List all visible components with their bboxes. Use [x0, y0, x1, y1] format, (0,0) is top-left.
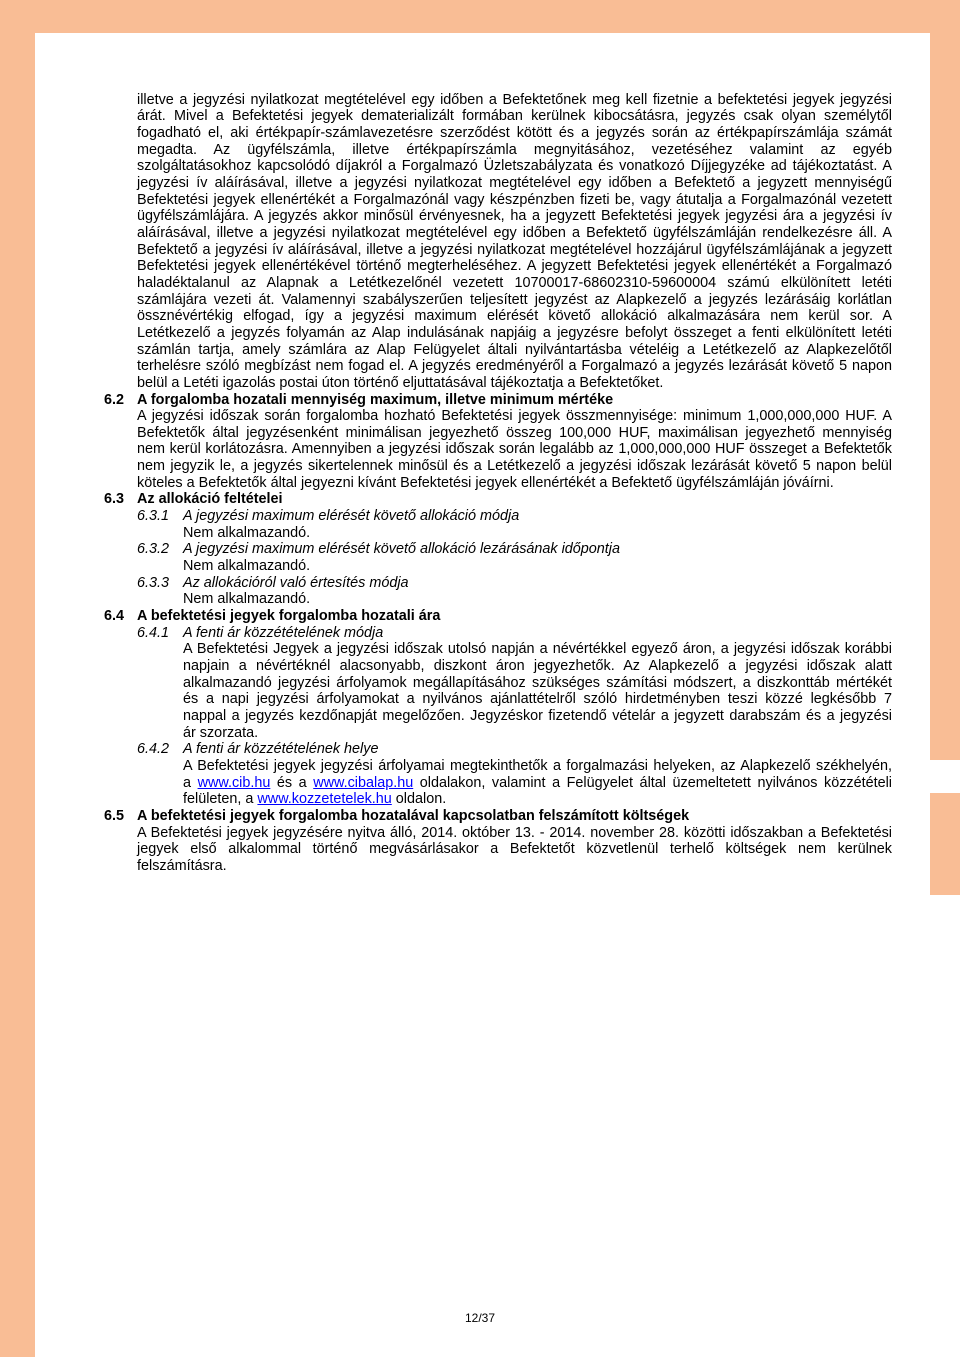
subsection-number: 6.3.2 [137, 541, 170, 558]
subsection-title: A jegyzési maximum elérését követő allokáció lezárásának időpontja [183, 541, 621, 558]
section-heading [0, 491, 960, 508]
paragraph-line: belül a Letéti igazolás postai úton történő eljuttatásával tájékoztatja a Befektetőket. [137, 374, 664, 391]
section-title: A befektetési jegyek forgalomba hozatalával kapcsolatban felszámított költségek [137, 807, 690, 824]
section-6-2 [0, 392, 960, 492]
line-text: oldalon. [391, 791, 447, 808]
line-text: a [183, 774, 198, 791]
paragraph-line: A jegyzési időszak során forgalomba hozható Befektetési jegyek összmennyisége: minimum 1,000,000,000 HUF. A [137, 408, 892, 425]
paragraph-line: köteles a Befektetők által jegyezni kívánt Befektetési jegyek ellenértékét a Befektető ügyfélszámláján jóváírni. [137, 474, 834, 491]
paragraph-line: A Befektetési Jegyek a jegyzési időszak utolsó napján a névértékkel egyező áron, a jegyzési időszak korábbi [183, 641, 892, 658]
paragraph-line: napjain a névértéknél alacsonyabb, diszkont áron jegyezhetők. Az Alapkezelő a jegyzési időszak alatt [183, 658, 892, 674]
section-6-5 [0, 808, 960, 875]
subsection-number: 6.4.1 [137, 624, 170, 641]
section-number: 6.5 [104, 807, 125, 824]
subsection-number: 6.3.3 [137, 574, 170, 591]
paragraph-line: fogadható el, aki értékpapír-számlavezetésre szerződést kötött és a jegyzés során az értékpapírszámlája számát [137, 125, 892, 141]
paragraph-line: számlájára vezeti át. Valamennyi szabályszerűen teljesített jegyzést az Alapkezelő a jegyzés lezárásáig korlátlan [137, 291, 892, 308]
line-text: oldalakon, valamint a Felügyelet által üzemeltetett nyilvános közzétételi [413, 774, 892, 791]
paragraph-line: aláírásával, illetve a jegyzési nyilatkozat megtételével egy időben a Befektető ügyfélszámláján rendelkezésre áll. A [137, 224, 892, 241]
paragraph-line: össznévértékig elfogad, így a jegyzési maximum elérését követő allokáció alkalmazására nem kerül sor. A [137, 308, 892, 325]
section-number: 6.2 [104, 391, 125, 408]
paragraph-line: megadta. Az ügyfélszámla, illetve értékpapírszámla megnyitásához, vezetéséhez valamint az egyéb [137, 141, 892, 158]
section-title: A forgalomba hozatali mennyiség maximum, illetve minimum mértéke [137, 391, 614, 408]
section-title: A befektetési jegyek forgalomba hozatali ára [137, 608, 441, 625]
subsection-number: 6.3.1 [137, 508, 170, 525]
subsection-number: 6.4.2 [137, 741, 170, 758]
paragraph-line: alkalmazandó jegyzési árfolyamok megállapításához szükséges számítási módszert, a diszkonttáb mértékét [183, 674, 892, 691]
link-cibalap[interactable]: www.cibalap.hu [313, 774, 414, 791]
paragraph-line: A Befektetési jegyek jegyzési árfolyamai megtekinthetők a forgalmazási helyeken, az Alapkezelő székhelyén, [183, 757, 892, 774]
paragraph-line [183, 791, 892, 808]
subsection-heading [0, 508, 960, 525]
subsection-title: Az allokációról való értesítés módja [183, 574, 409, 591]
page-border-top [0, 0, 960, 33]
paragraph-line: árát. Mivel a Befektetési jegyek dematerializált formában kerülnek kibocsátásra, jegyzés csak olyan személytől [137, 108, 892, 125]
paragraph-line: Befektetési jegyek ellenértékét a Forgalmazónál vagy készpénzben fizeti be, vagy átutalja a Forgalmazónál vezetett [137, 191, 892, 208]
paragraph-line: nappal a jegyzés kezdőnapját megelőzően. Jegyzéskor fizetendő vételár a jegyzett darabszám és a jegyzési [183, 707, 892, 724]
paragraph-line: számlán tartja, amely számlára az Alap Felügyelet általi nyilvántartásba vételéig a Letétkezelő az Alapkezelőtől [137, 341, 892, 358]
paragraph-line: nem kerül korlátozásra. Amennyiben a jegyzési időszak során legalább az 1,000,000,000 HUF összeget a Befektetők [137, 441, 892, 458]
paragraph-line: A Befektetési jegyek jegyzésére nyitva álló, 2014. október 13. - 2014. november 28. közötti időszakban a Befektetési [137, 824, 892, 841]
section-heading [0, 392, 960, 409]
subsection-title: A fenti ár közzétételének módja [183, 624, 384, 641]
paragraph-line: ügyfélszámlájára. A jegyzés akkor minősül érvényesnek, ha a jegyzett Befektetési jegyek jegyzési ára a jegyzési ív [137, 208, 892, 225]
line-text: felületen, a [183, 791, 258, 808]
subsection-text: Nem alkalmazandó. [183, 524, 311, 541]
line-text: és a [270, 774, 314, 791]
paragraph-line: Letétkezelő a jegyzés folyamán az Alap indulásának napjáig a jegyzésre befolyt összeget a fenti elkülönített letéti [137, 324, 892, 341]
subsection-heading [0, 741, 960, 758]
section-6-4 [0, 608, 960, 808]
paragraph-line: és a napi jegyzési árfolyamokat a nyilvános ajánlattételről szóló hirdetményben teszi közzé legkésőbb 7 [183, 691, 892, 708]
paragraph-line: ár szorzata. [183, 724, 259, 741]
paragraph-line: terhelésre szóló megbízást nem fogad el. A jegyzés eredményéről a Forgalmazó a jegyzés lezárását követő 5 napon [137, 358, 892, 375]
link-kozzetetelek[interactable]: www.kozzetetelek.hu [257, 791, 392, 808]
subsection-title: A fenti ár közzétételének helye [183, 741, 379, 758]
paragraph-line: szolgáltatásokhoz kapcsolódó díjakról a Forgalmazó Üzletszabályzata és vonatkozó Díjjegyzéke ad tájékoztatást. A [137, 158, 892, 175]
subsection-heading [0, 575, 960, 592]
subsection-heading [0, 625, 960, 642]
section-heading [0, 608, 960, 625]
subsection-heading [0, 541, 960, 558]
paragraph-line: felszámításra. [137, 857, 227, 874]
subsection-text: Nem alkalmazandó. [183, 591, 311, 608]
document-body [0, 92, 960, 875]
paragraph-line: Befektetők által jegyzésenként minimálisan jegyezhető összeg 100,000 HUF, maximálisan jegyezhető mennyiség [137, 424, 892, 441]
section-title: Az allokáció feltételei [137, 491, 283, 508]
section-number: 6.4 [104, 608, 125, 625]
paragraph-line: jegyek első alkalommal történő megvásárlásakor a Befektetőt közvetlenül terhelő költségek nem kerülnek [137, 841, 892, 858]
section-heading [0, 808, 960, 825]
section-number: 6.3 [104, 491, 125, 508]
intro-paragraph [0, 92, 960, 392]
paragraph-line: Befektetési jegyek ellenértékével történő megterheléséhez. A jegyzett Befektetési jegyek ellenértékét a Forgalmazó [137, 258, 892, 275]
subsection-text: Nem alkalmazandó. [183, 558, 311, 575]
paragraph-line: haladéktalanul az Alapnak a Letétkezelőnél vezetett 10700017-68602310-59600004 számú elkülönített letéti [137, 274, 892, 291]
page-number: 12/37 [464, 1311, 496, 1325]
paragraph-line: illetve a jegyzési nyilatkozat megtételével egy időben a Befektetőnek meg kell fizetnie a befektetési jegyek jegyzési [137, 91, 892, 108]
section-6-3 [0, 491, 960, 608]
subsection-title: A jegyzési maximum elérését követő allokáció módja [183, 508, 520, 525]
paragraph-line: Befektető a jegyzési ív aláírásával, illetve a jegyzési nyilatkozat megtételével hozzájárul ügyfélszámlájának a jegyzett [137, 241, 892, 258]
paragraph-line: jegyzési ív aláírásával, illetve a jegyzési nyilatkozat megtételével egy időben a Befektető a jegyzett mennyiségű [137, 174, 892, 191]
paragraph-line [183, 775, 892, 792]
link-cib[interactable]: www.cib.hu [197, 774, 271, 791]
paragraph-line: nem jegyzik le, a jegyzés sikertelennek minősül és a Letétkezelő a jegyzési időszak lezárását követő 5 napon belül [137, 458, 892, 475]
